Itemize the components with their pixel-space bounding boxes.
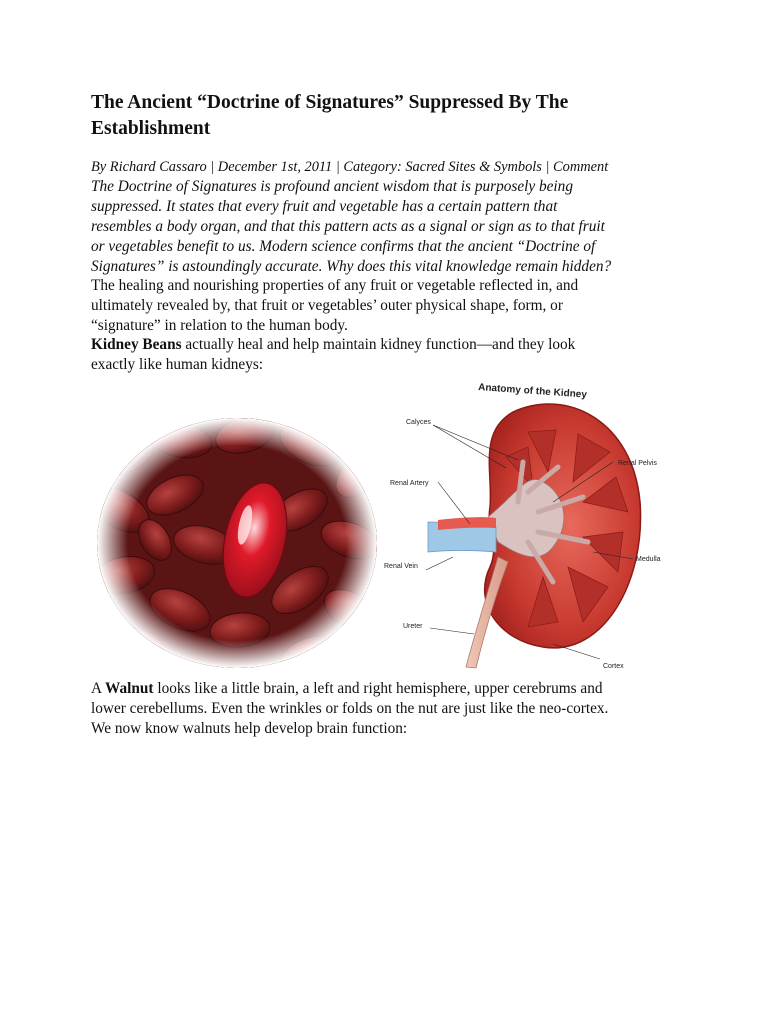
- intro-paragraph: [91, 177, 691, 277]
- kidney-beans-paragraph: [91, 335, 691, 375]
- label-cortex: Cortex: [603, 663, 624, 670]
- article-byline: By Richard Cassaro | December 1st, 2011 | Category: Sacred Sites & Symbols | Comment: [91, 159, 609, 175]
- intro-line: Signatures” is astoundingly accurate. Why does this vital knowledge remain hidden?: [91, 258, 612, 275]
- walnut-paragraph: [91, 679, 691, 739]
- kidney-anatomy-diagram: [378, 372, 678, 672]
- body-line: We now know walnuts help develop brain function:: [91, 720, 408, 737]
- article-title: The Ancient “Doctrine of Signatures” Suppressed By The Establishment: [91, 92, 569, 139]
- body-line: ultimately revealed by, that fruit or vegetables’ outer physical shape, form, or: [91, 297, 563, 314]
- body-line: lower cerebellums. Even the wrinkles or folds on the nut are just like the neo-cortex.: [91, 700, 609, 717]
- label-renal-vein: Renal Vein: [384, 563, 418, 570]
- label-ureter: Ureter: [403, 623, 423, 630]
- body-line: exactly like human kidneys:: [91, 356, 264, 373]
- kidney-beans-image: [95, 415, 380, 670]
- body-line: Kidney Beans actually heal and help maintain kidney function—and they look: [91, 336, 576, 353]
- diagram-title: Anatomy of the Kidney: [477, 382, 588, 401]
- label-medulla: Medulla: [636, 556, 661, 563]
- walnut-term: Walnut: [105, 680, 154, 697]
- intro-line: or vegetables benefit to us. Modern science confirms that the ancient “Doctrine of: [91, 238, 596, 255]
- label-renal-artery: Renal Artery: [390, 480, 429, 487]
- label-calyces: Calyces: [406, 419, 431, 426]
- label-renal-pelvis: Renal Pelvis: [618, 460, 657, 467]
- intro-line: resembles a body organ, and that this pattern acts as a signal or sign as to that fruit: [91, 218, 605, 235]
- healing-paragraph: [91, 276, 691, 336]
- intro-line: suppressed. It states that every fruit and vegetable has a certain pattern that: [91, 198, 558, 215]
- kidney-beans-term: Kidney Beans: [91, 336, 182, 353]
- body-line: “signature” in relation to the human body.: [91, 317, 348, 334]
- intro-line: The Doctrine of Signatures is profound ancient wisdom that is purposely being: [91, 178, 573, 195]
- body-line: A Walnut looks like a little brain, a left and right hemisphere, upper cerebrums and: [91, 680, 603, 697]
- body-line: The healing and nourishing properties of any fruit or vegetable reflected in, and: [91, 277, 579, 294]
